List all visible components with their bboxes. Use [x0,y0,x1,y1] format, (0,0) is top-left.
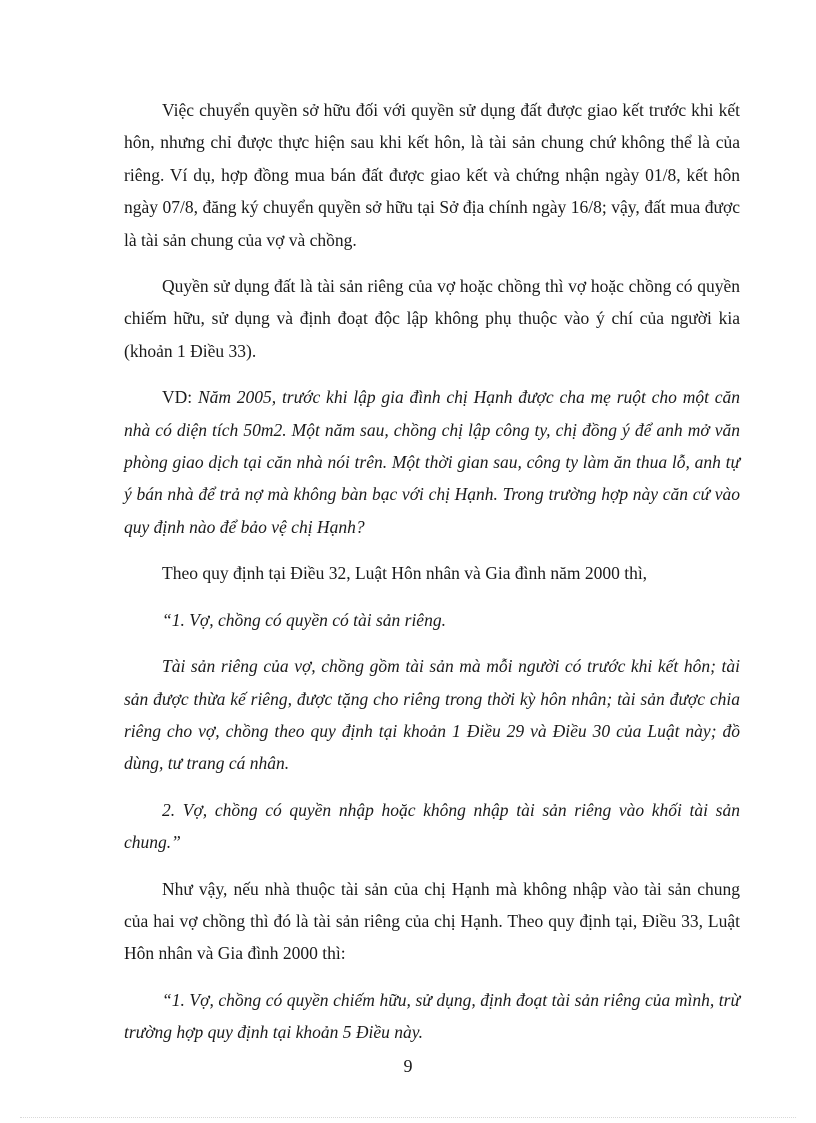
quote-separate-property: Tài sản riêng của vợ, chồng gồm tài sản mà mỗi người có trước khi kết hôn; tài sản được thừa kế riêng, được tặng cho riêng trong thời kỳ hôn nhân; tài sản được chia riêng cho vợ, chồng theo quy định tại khoản 1 Điều 29 và Điều 30 của Luật này; đồ dùng, tư trang cá nhân. [124,656,740,774]
paragraph-transfer-rights: Việc chuyển quyền sở hữu đối với quyền sử dụng đất được giao kết trước khi kết hôn, nhưng chỉ được thực hiện sau khi kết hôn, là tài sản chung chứ không thể là của riêng. Ví dụ, hợp đồng mua bán đất được giao kết và chứng nhận ngày 01/8, kết hôn ngày 07/8, đăng ký chuyển quyền sở hữu tại Sở địa chính ngày 16/8; vậy, đất mua được là tài sản chung của vợ và chồng. [124,100,740,250]
quote-clause-2: 2. Vợ, chồng có quyền nhập hoặc không nhập tài sản riêng vào khối tài sản chung.” [124,799,740,853]
paragraph-conclusion: Như vậy, nếu nhà thuộc tài sản của chị Hạnh mà không nhập vào tài sản chung của hai vợ chồng thì đó là tài sản riêng của chị Hạnh. Theo quy định tại, Điều 33, Luật Hôn nhân và Gia đình 2000 thì: [124,878,740,964]
page-number: 9 [403,1056,413,1076]
paragraph-article-32-intro: Theo quy định tại Điều 32, Luật Hôn nhân và Gia đình năm 2000 thì, [162,563,648,584]
paragraph-example [124,381,740,543]
quote-clause-1: “1. Vợ, chồng có quyền có tài sản riêng. [162,609,446,630]
document-page [124,94,740,1063]
example-label: VD: [162,387,193,408]
footer-divider [20,1117,796,1118]
quote-article-33-clause-1: “1. Vợ, chồng có quyền chiếm hữu, sử dụng, định đoạt tài sản riêng của mình, trừ trường hợp quy định tại khoản 5 Điều này. [124,989,740,1043]
paragraph-separate-land-use: Quyền sử dụng đất là tài sản riêng của vợ hoặc chồng thì vợ hoặc chồng có quyền chiếm hữu, sử dụng và định đoạt độc lập không phụ thuộc vào ý chí của người kia (khoản 1 Điều 33). [124,276,740,361]
example-text: Năm 2005, trước khi lập gia đình chị Hạnh được cha mẹ ruột cho một căn nhà có diện tích 50m2. Một năm sau, chồng chị lập công ty, chị đồng ý để anh mở văn phòng giao dịch tại căn nhà nói trên. Một thời gian sau, công ty làm ăn thua lỗ, anh tự ý bán nhà để trả nợ mà không bàn bạc với chị Hạnh. Trong trường hợp này căn cứ vào quy định nào để bảo vệ chị Hạnh? [124,387,741,537]
